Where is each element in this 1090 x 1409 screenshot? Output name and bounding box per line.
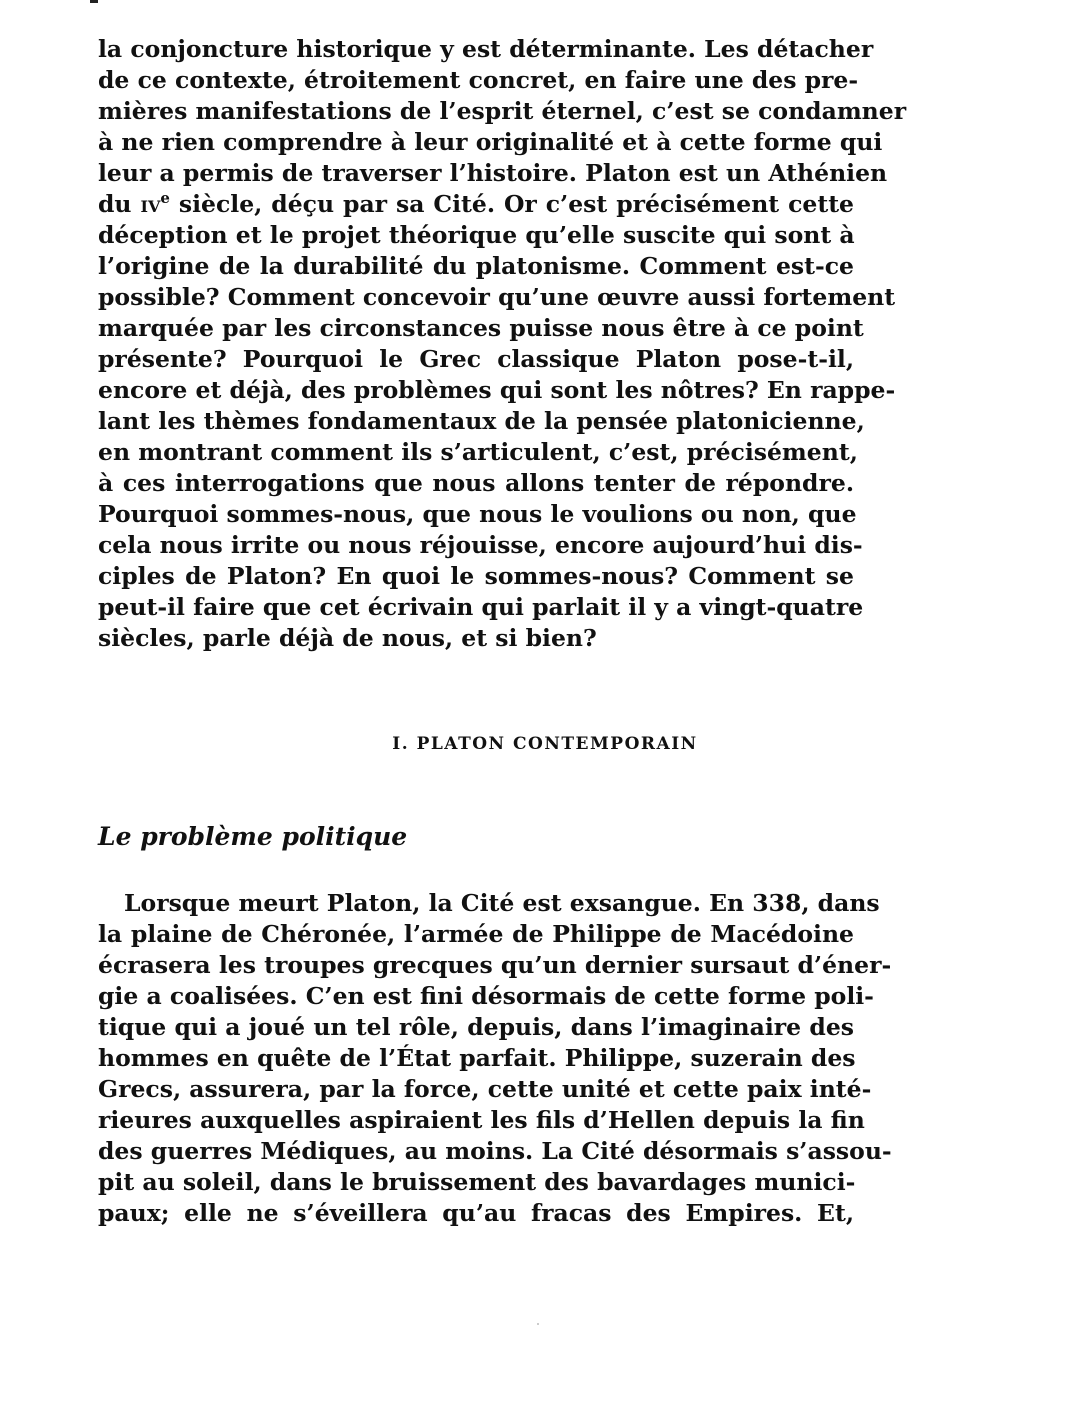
text-line: ciples de Platon? En quoi le sommes-nous? Comment se	[98, 562, 854, 590]
text-line: présente? Pourquoi le Grec classique Platon pose-t-il,	[98, 345, 854, 373]
century-superscript: e	[160, 189, 170, 207]
text-line: marquée par les circonstances puisse nous être à ce point	[98, 314, 864, 342]
text-line: Grecs, assurera, par la force, cette unité et cette paix inté-	[98, 1075, 872, 1103]
text-line: encore et déjà, des problèmes qui sont les nôtres? En rappe-	[98, 376, 896, 404]
text-line: la plaine de Chéronée, l’armée de Philippe de Macédoine	[98, 920, 854, 948]
text-line: l’origine de la durabilité du platonisme. Comment est-ce	[98, 252, 854, 280]
text-line: gie a coalisées. C’en est fini désormais de cette forme poli-	[98, 982, 874, 1010]
text-line: des guerres Médiques, au moins. La Cité désormais s’assou-	[98, 1137, 892, 1165]
text-line: mières manifestations de l’esprit éternel, c’est se condamner	[98, 97, 907, 125]
text-line: à ces interrogations que nous allons tenter de répondre.	[98, 469, 854, 497]
text-line: la conjoncture historique y est déterminante. Les détacher	[98, 35, 874, 63]
subsection-heading: Le problème politique	[98, 822, 408, 851]
text-line: possible? Comment concevoir qu’une œuvre aussi fortement	[98, 283, 896, 311]
text-line-century	[98, 188, 854, 220]
text-line: tique qui a joué un tel rôle, depuis, dans l’imaginaire des	[98, 1013, 854, 1041]
section-heading: I. PLATON CONTEMPORAIN	[392, 734, 698, 754]
text-line: Lorsque meurt Platon, la Cité est exsangue. En 338, dans	[124, 889, 880, 917]
text-line: lant les thèmes fondamentaux de la pensée platonicienne,	[98, 407, 865, 435]
scan-speck	[537, 1323, 539, 1325]
century-prefix: du	[98, 190, 141, 218]
text-line: Pourquoi sommes-nous, que nous le voulions ou non, que	[98, 500, 857, 528]
text-line: à ne rien comprendre à leur originalité et à cette forme qui	[98, 128, 883, 156]
text-line: de ce contexte, étroitement concret, en faire une des pre-	[98, 66, 859, 94]
text-line: paux; elle ne s’éveillera qu’au fracas des Empires. Et,	[98, 1199, 854, 1227]
text-line: en montrant comment ils s’articulent, c’est, précisément,	[98, 438, 858, 466]
text-line: déception et le projet théorique qu’elle suscite qui sont à	[98, 221, 855, 249]
text-line: peut-il faire que cet écrivain qui parlait il y a vingt-quatre	[98, 593, 864, 621]
text-line: leur a permis de traverser l’histoire. Platon est un Athénien	[98, 159, 888, 187]
page-edge-mark	[90, 0, 98, 3]
text-line: écrasera les troupes grecques qu’un dernier sursaut d’éner-	[98, 951, 892, 979]
century-rest: siècle, déçu par sa Cité. Or c’est précisément cette	[178, 190, 855, 218]
text-line: pit au soleil, dans le bruissement des bavardages munici-	[98, 1168, 856, 1196]
text-line: rieures auxquelles aspiraient les fils d’Hellen depuis la fin	[98, 1106, 865, 1134]
text-line: siècles, parle déjà de nous, et si bien?	[98, 624, 597, 652]
century-numeral: iv	[140, 190, 161, 218]
text-line: cela nous irrite ou nous réjouisse, encore aujourd’hui dis-	[98, 531, 863, 559]
text-line: hommes en quête de l’État parfait. Philippe, suzerain des	[98, 1044, 856, 1072]
